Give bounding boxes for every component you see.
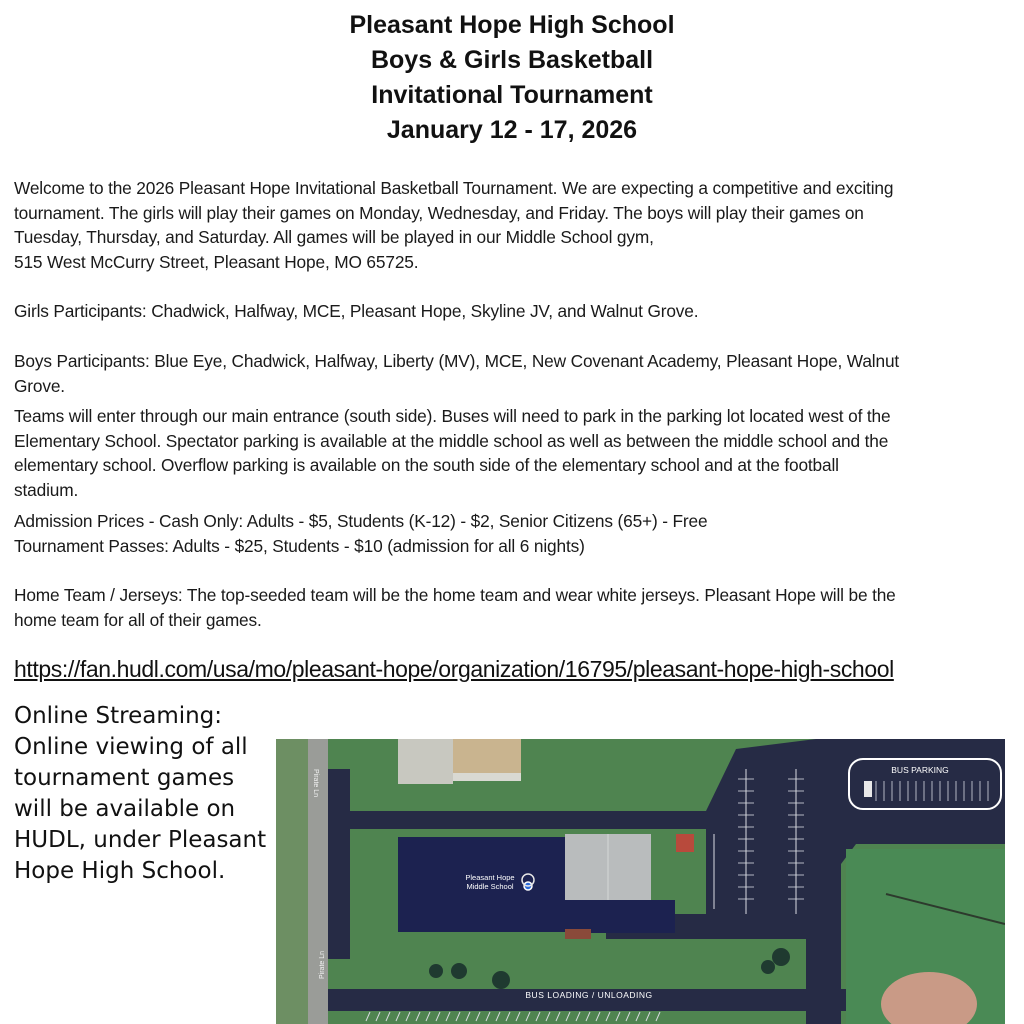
parking-paragraph (14, 404, 1014, 502)
streaming-line: HUDL, under Pleasant (14, 827, 267, 853)
streaming-line: Online viewing of all (14, 734, 248, 760)
boys-participants-line: Boys Participants: Blue Eye, Chadwick, Halfway, Liberty (MV), MCE, New Covenant Academy, Pleasant Hope, Walnut (14, 351, 900, 371)
page-title (0, 8, 1024, 148)
bus-loading-label: BUS LOADING / UNLOADING (525, 990, 653, 1000)
streaming-line: tournament games (14, 765, 235, 791)
streaming-line: Hope High School. (14, 858, 226, 884)
title-event: Boys & Girls Basketball (370, 46, 654, 74)
welcome-line: Tuesday, Thursday, and Saturday. All games will be played in our Middle School gym, (14, 227, 654, 248)
girls-participants: Girls Participants: Chadwick, Halfway, MCE, Pleasant Hope, Skyline JV, and Walnut Grove. (14, 301, 699, 321)
title-dates: January 12 - 17, 2026 (386, 116, 638, 144)
street-label: Pirate Ln (319, 950, 326, 979)
boys-participants-line: Grove. (14, 375, 65, 396)
title-school: Pleasant Hope High School (349, 11, 675, 39)
home-team-line: Home Team / Jerseys: The top-seeded team will be the home team and wear white jerseys. Pleasant Hope will be the (14, 585, 896, 605)
streaming-info (14, 701, 274, 887)
streaming-heading: Online Streaming: (14, 703, 223, 729)
tournament-passes: Tournament Passes: Adults - $25, Students - $10 (admission for all 6 nights) (14, 535, 585, 556)
title-tournament: Invitational Tournament (371, 81, 653, 109)
parking-line: Teams will enter through our main entrance (south side). Buses will need to park in the parking lot located west of the (14, 406, 891, 426)
admission-paragraph (14, 509, 1014, 558)
admission-prices: Admission Prices - Cash Only: Adults - $5, Students (K-12) - $2, Senior Citizens (65+) - Free (14, 511, 708, 531)
bus-parking-label: BUS PARKING (891, 765, 949, 775)
street-label: Pirate Ln (312, 769, 319, 798)
home-team-line: home team for all of their games. (14, 609, 262, 630)
streaming-line: will be available on (14, 796, 236, 822)
campus-aerial-map (276, 739, 1005, 1024)
welcome-paragraph (14, 176, 1014, 274)
welcome-line: Welcome to the 2026 Pleasant Hope Invitational Basketball Tournament. We are expecting a competitive and exciting (14, 178, 894, 198)
parking-line: Elementary School. Spectator parking is available at the middle school as well as between the middle school and the (14, 430, 889, 451)
parking-line: stadium. (14, 479, 79, 500)
boys-participants (14, 349, 1014, 398)
building-label: Middle School (466, 882, 514, 891)
welcome-line: tournament. The girls will play their games on Monday, Wednesday, and Friday. The boys will play their games on (14, 202, 864, 223)
parking-line: elementary school. Overflow parking is available on the south side of the elementary school and at the football (14, 455, 839, 476)
building-label: Pleasant Hope (465, 873, 515, 882)
hudl-link[interactable]: https://fan.hudl.com/usa/mo/pleasant-hope/organization/16795/pleasant-hope-high-school (14, 656, 894, 682)
address-line: 515 West McCurry Street, Pleasant Hope, MO 65725. (14, 251, 419, 272)
home-team-paragraph (14, 583, 1014, 632)
